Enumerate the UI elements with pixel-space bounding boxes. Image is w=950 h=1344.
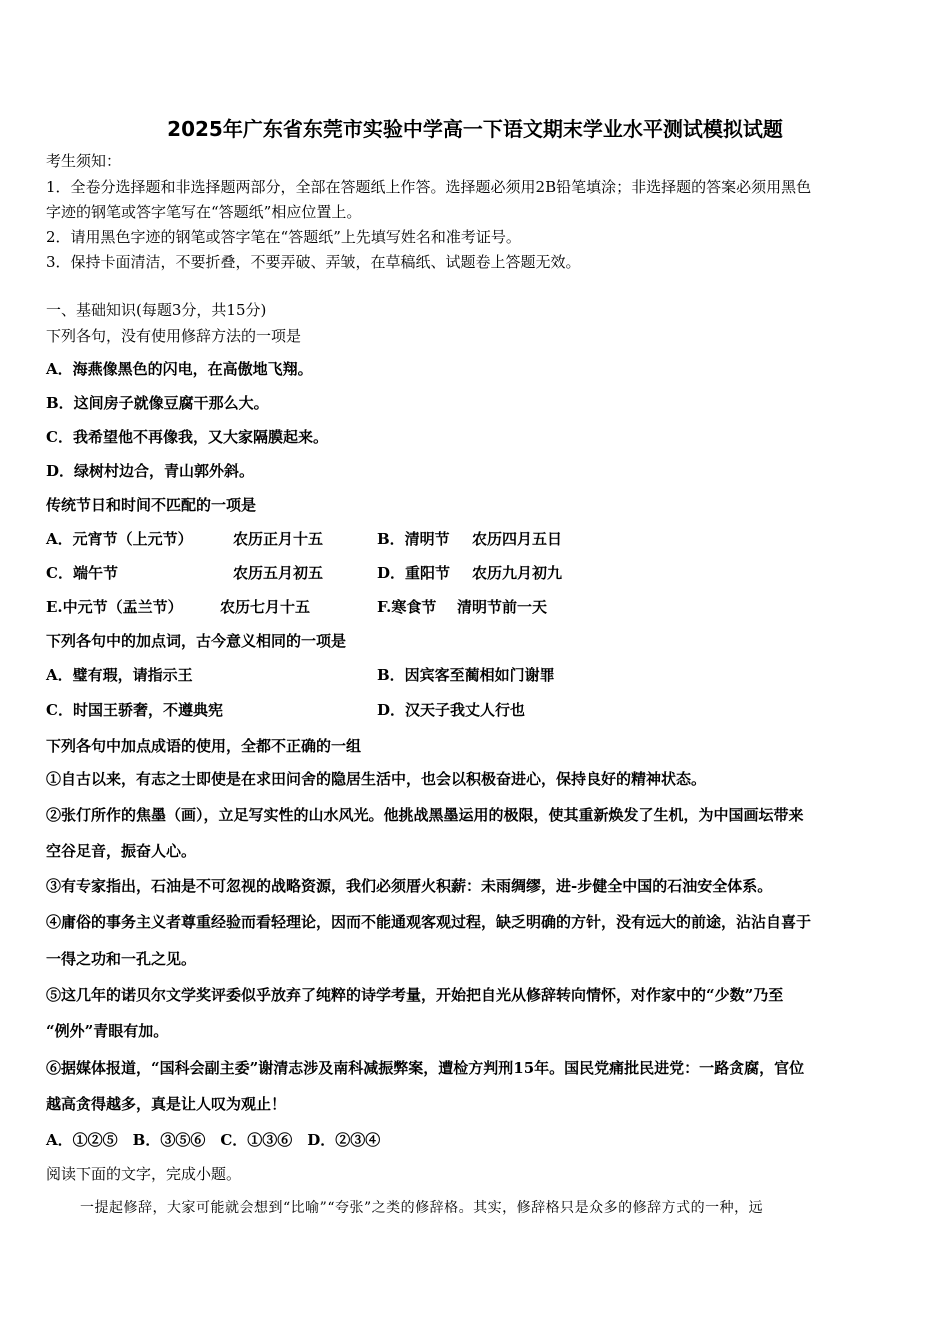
- question-1-option-a: A．海燕像黑色的闪电，在高傲地飞翔。: [46, 360, 313, 378]
- question-4-line-10: 越高贪得越多，真是让人叹为观止！: [46, 1095, 287, 1113]
- question-4-line-3: 空谷足音，振奋人心。: [46, 842, 197, 860]
- reading-instruction: 阅读下面的文字，完成小题。: [46, 1165, 242, 1183]
- question-4-options: A．①②⑤ B．③⑤⑥ C．①③⑥ D．②③④: [46, 1131, 381, 1149]
- q2-row3-festival-f: F.寒食节: [377, 598, 437, 616]
- question-3-option-a: A．璧有瑕，请指示王: [46, 666, 193, 684]
- page-title: 2025年广东省东莞市实验中学高一下语文期末学业水平测试模拟试题: [167, 117, 783, 141]
- question-1-option-c: C．我希望他不再像我，又大家隔膜起来。: [46, 428, 328, 446]
- question-4-line-6: 一得之功和一孔之见。: [46, 950, 197, 968]
- q2-row1-date-a: 农历正月十五: [233, 530, 324, 548]
- q2-row1-date-b: 农历四月五日: [472, 530, 563, 548]
- notice-heading: 考生须知：: [46, 152, 122, 170]
- question-3-option-c: C．时国王骄奢，不遵典宪: [46, 701, 223, 719]
- question-4-line-5: ④庸俗的事务主义者尊重经验而看轻理论，因而不能通观客观过程，缺乏明确的方针，没有远大的前途，沾沾自喜于: [46, 913, 812, 931]
- notice-line-3: 2．请用黑色字迹的钢笔或答字笔在“答题纸”上先填写姓名和准考证号。: [46, 228, 521, 246]
- q2-row2-date-d: 农历九月初九: [472, 564, 563, 582]
- q2-row3-festival-e: E.中元节（盂兰节）: [46, 598, 183, 616]
- question-3-option-b: B．因宾客至蔺相如门谢罪: [377, 666, 555, 684]
- q2-row2-festival-d: D．重阳节: [377, 564, 451, 582]
- question-2-stem: 传统节日和时间不匹配的一项是: [46, 496, 257, 514]
- reading-first-line: 一提起修辞，大家可能就会想到“比喻”“夸张”之类的修辞格。其实，修辞格只是众多的修辞方式的一种，远: [80, 1200, 764, 1216]
- question-4-line-8: “例外”青眼有加。: [46, 1022, 169, 1040]
- question-4-stem: 下列各句中加点成语的使用，全都不正确的一组: [46, 737, 362, 755]
- q2-row1-festival-a: A．元宵节（上元节）: [46, 530, 193, 548]
- question-4-line-9: ⑥据媒体报道，“国科会副主委”谢清志涉及南科减振弊案，遭检方判刑15年。国民党痛批民进党：一路贪腐，官位: [46, 1059, 805, 1077]
- q2-row2-festival-c: C．端午节: [46, 564, 118, 582]
- q2-row2-date-c: 农历五月初五: [233, 564, 324, 582]
- question-4-line-2: ②张仃所作的焦墨（画），立足写实性的山水风光。他挑战黑墨运用的极限，使其重新焕发了生机，为中国画坛带来: [46, 806, 804, 824]
- question-1-stem: 下列各句，没有使用修辞方法的一项是: [46, 327, 302, 345]
- question-3-stem: 下列各句中的加点词，古今意义相同的一项是: [46, 632, 347, 650]
- notice-line-1: 1．全卷分选择题和非选择题两部分，全部在答题纸上作答。选择题必须用2B铅笔填涂；非选择题的答案必须用黑色: [46, 178, 812, 196]
- notice-line-4: 3．保持卡面清洁，不要折叠，不要弄破、弄皱，在草稿纸、试题卷上答题无效。: [46, 253, 581, 271]
- section-heading: 一、基础知识(每题3分，共15分): [46, 301, 267, 319]
- q2-row3-date-f: 清明节前一天: [457, 598, 548, 616]
- notice-line-2: 字迹的钢笔或答字笔写在“答题纸”相应位置上。: [46, 203, 362, 221]
- q2-row1-festival-b: B．清明节: [377, 530, 450, 548]
- question-4-line-7: ⑤这几年的诺贝尔文学奖评委似乎放弃了纯粹的诗学考量，开始把自光从修辞转向情怀，对作家中的“少数”乃至: [46, 986, 784, 1004]
- question-4-line-1: ①自古以来，有志之士即使是在求田问舍的隐居生活中，也会以积极奋进心，保持良好的精神状态。: [46, 770, 707, 788]
- question-1-option-d: D．绿树村边合，青山郭外斜。: [46, 462, 255, 480]
- question-4-line-4: ③有专家指出，石油是不可忽视的战略资源，我们必须厝火积薪：未雨绸缪，进-步健全中国的石油安全体系。: [46, 877, 773, 895]
- q2-row3-date-e: 农历七月十五: [220, 598, 311, 616]
- question-1-option-b: B．这间房子就像豆腐干那么大。: [46, 394, 269, 412]
- question-3-option-d: D．汉天子我丈人行也: [377, 701, 526, 719]
